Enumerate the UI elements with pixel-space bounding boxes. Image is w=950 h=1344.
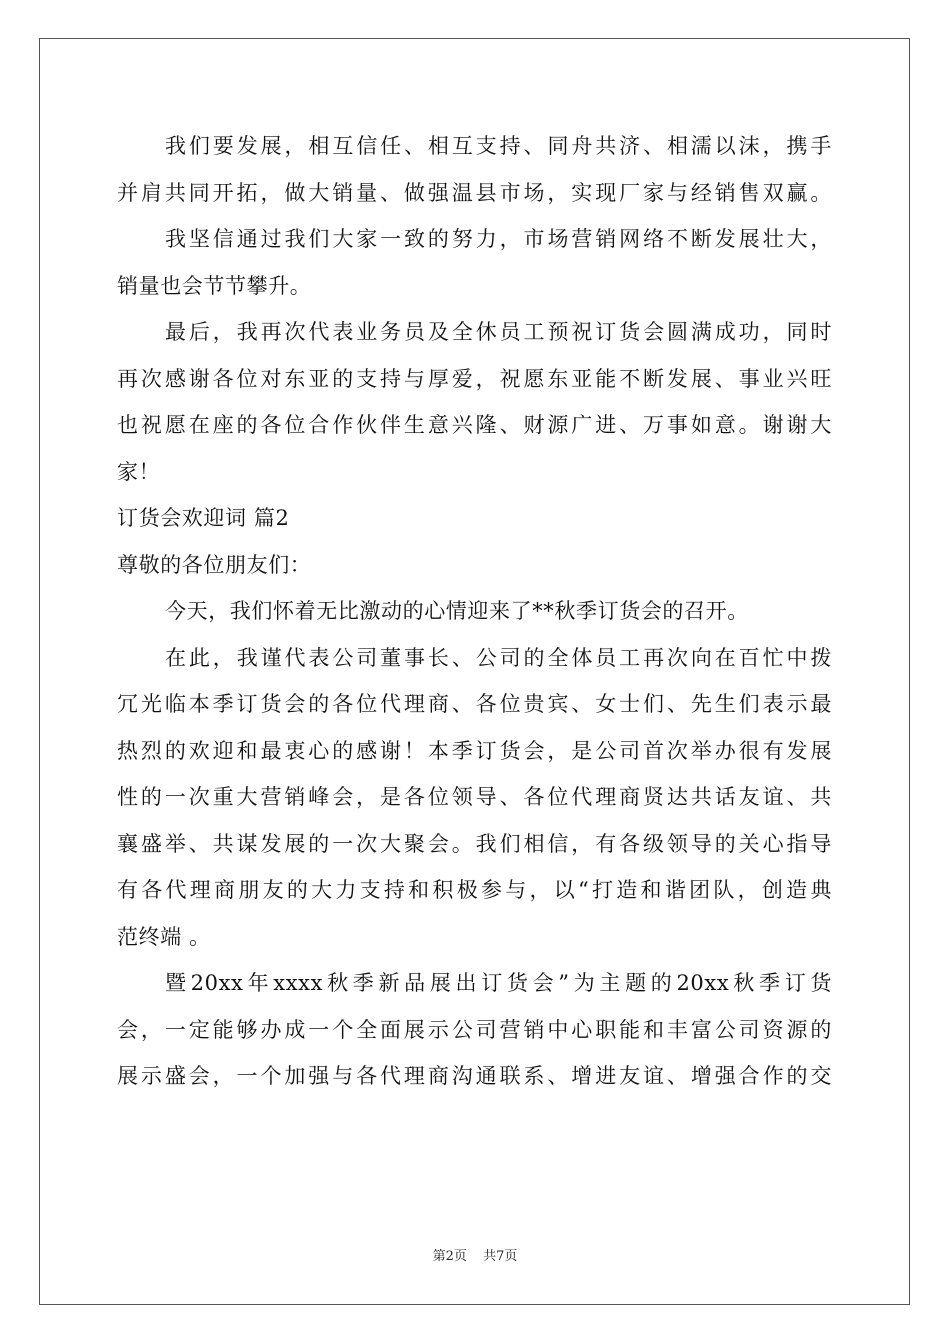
text-line: 销量也会节节攀升。 (117, 273, 312, 298)
page-total: 共7页 (483, 1249, 518, 1264)
text-line: 范终端 。 (117, 924, 211, 949)
text-line: 性的一次重大营销峰会，是各位领导、各位代理商贤达共话友谊、共 (117, 785, 832, 809)
text-line: 尊敬的各位朋友们： (117, 552, 312, 577)
text-line: 也祝愿在座的各位合作伙伴生意兴隆、财源广进、万事如意。谢谢大 (117, 413, 832, 437)
text-line: 有各代理商朋友的大力支持和积极参与，以“打造和谐团队，创造典 (117, 878, 832, 902)
text-line: 再次感谢各位对东亚的支持与厚爱，祝愿东亚能不断发展、事业兴旺 (117, 366, 832, 391)
text-line: 襄盛举、共谋发展的一次大聚会。我们相信，有各级领导的关心指导 (117, 831, 832, 856)
text-line: 并肩共同开拓，做大销量、做强温县市场，实现厂家与经销售双赢。 (117, 180, 832, 205)
text-line: 会，一定能够办成一个全面展示公司营销中心职能和丰富公司资源的 (117, 1017, 832, 1042)
text-line: 我坚信通过我们大家一致的努力，市场营销网络不断发展壮大， (165, 227, 832, 251)
text-line: 暨20xx年xxxx秋季新品展出订货会”为主题的20xx秋季订货 (165, 971, 832, 995)
text-line: 热烈的欢迎和最衷心的感谢！本季订货会，是公司首次举办很有发展 (117, 738, 832, 763)
text-line: 冗光临本季订货会的各位代理商、各位贵宾、女士们、先生们表示最 (117, 692, 832, 716)
document-body (117, 123, 832, 1100)
text-line: 我们要发展，相互信任、相互支持、同舟共济、相濡以沫，携手 (165, 134, 832, 158)
text-line: 展示盛会，一个加强与各代理商沟通联系、增进友谊、增强合作的交 (117, 1064, 832, 1088)
page-footer (0, 1245, 950, 1264)
text-line: 最后，我再次代表业务员及全休员工预祝订货会圆满成功，同时 (165, 320, 832, 344)
page-number: 第2页 (432, 1249, 467, 1264)
text-line: 订货会欢迎词 篇2 (117, 506, 290, 530)
text-line: 家！ (117, 459, 161, 484)
text-line: 今天，我们怀着无比激动的心情迎来了**秋季订货会的召开。 (165, 599, 749, 623)
text-line: 在此，我谨代表公司董事长、公司的全体员工再次向在百忙中拨 (165, 645, 832, 670)
